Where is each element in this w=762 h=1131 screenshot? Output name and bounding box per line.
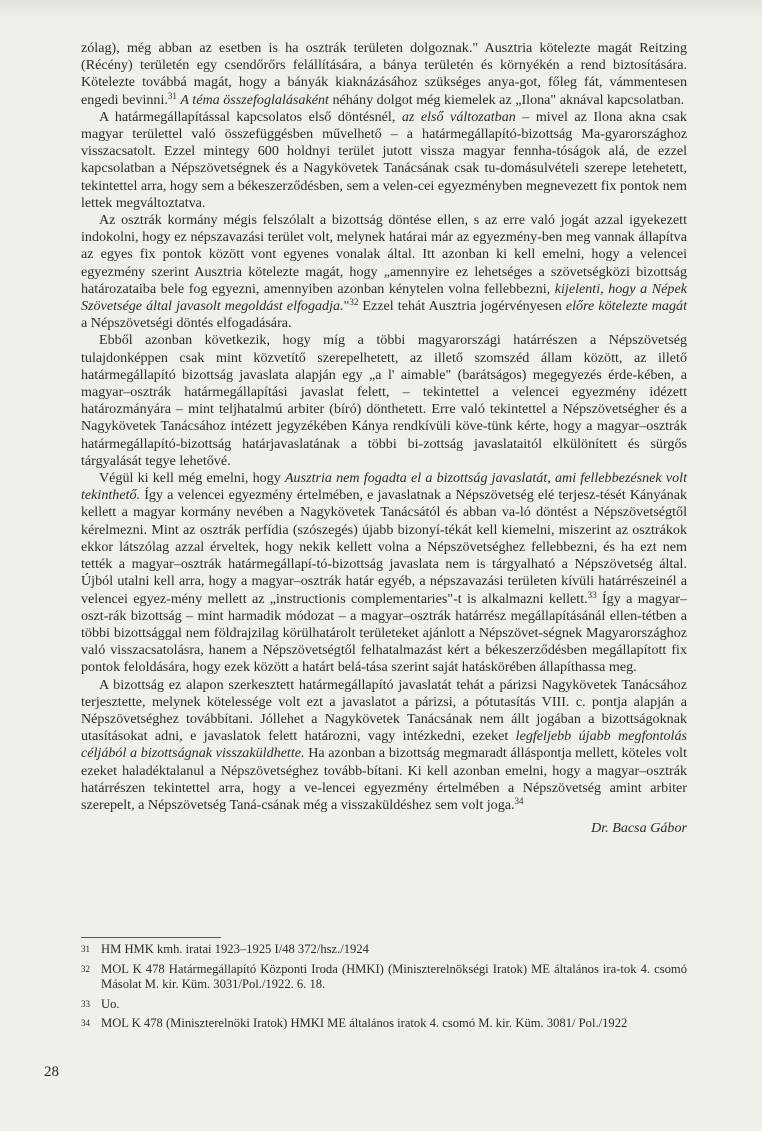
text-run: Így a magyar–oszt-rák bizottság – mint harmadik módozat – a magyar–osztrák határrész megállapításánál ellen-tétben a többi bizottsággal nem földrajzilag körülhatárolt területeket ajánlott a Népszövet-ségnek Magyarországhoz való visszacsatolásra, hanem a Népszövetségtől felhatalmazást kért a békeszerződésben megállapított fix pontok feloldására, hogy ezek között a határt belá-tása szerint saját hatáskörében állapíthassa meg.: [81, 590, 688, 676]
text-run: néhány dolgot még kiemelek az „Ilona" aknával kapcsolatban.: [328, 91, 685, 108]
footnote-marker: 31: [167, 90, 177, 101]
page-number: 28: [44, 1064, 59, 1080]
footnote-marker: 34: [514, 795, 524, 806]
footnote: [81, 997, 687, 1013]
text-run: Ebből azonban következik, hogy míg a többi magyarországi határrészen a Népszövetség tulajdonképpen csak mint közvetítő szerepelhetett, az illető szomszéd állam között, az illető határmegállapító bizottság javaslata alapján egy „a l' aimable" (barátságos) megegyezés érde-kében, a magyar–osztrák határmegállapítási javaslat felett, – tekintettel a velencei egyezmény idézett határozmányára – mint teljhatalmú arbiter (bíró) dönthetett. Erre való tekintettel a Népszövetségher és a Nagykövetek Tanácsához intézett jegyzékében Kánya rendkívüli köve-tünk kérte, hogy a magyar–osztrák határmegállapító-bizottság határjavaslatának a többi bi-zottság javaslataitól elkülönített és sürgős tárgyalását tegye lehetővé.: [81, 332, 687, 469]
footnote-marker: 32: [349, 297, 359, 308]
text-run: a Népszövetségi döntés elfogadására.: [81, 315, 292, 332]
scan-top-edge: [0, 0, 762, 18]
footnote-number: 33: [81, 998, 90, 1009]
paragraph: [81, 40, 687, 109]
footnote-text: MOL K 478 (Miniszterelnöki Iratok) HMKI ME általános iratok 4. csomó M. kir. Küm. 3081/ Pol./1922: [101, 1016, 628, 1031]
footnote-number: 32: [81, 963, 90, 974]
text-run: zólag), még abban az esetben is ha osztrák területen dolgoznak." Ausztria kötelezte magát Reitzing (Récény) területén egy csendőrőrs felállítására, a bánya területén és környékén a rend biztosítására. Kötelezte továbbá magát, hogy a bányák kiaknázásához szükséges anya-got, főleg fát, vámmentesen engedi bevinni.: [81, 40, 687, 108]
emphasis-text: kijelenti, hogy a Népek Szövetsége által javasolt megoldást elfogadja.: [81, 280, 687, 315]
emphasis-text: Ausztria nem fogadta el a bizottság javaslatát, ami fellebbezésnek volt tekinthető.: [81, 470, 687, 504]
paragraph: [81, 109, 687, 212]
text-run: Az osztrák kormány mégis felszólalt a bizottság döntése ellen, s az erre való jogát azzal igyekezett indokolni, hogy ez népszavazási terület volt, melynek határai már az egyezmény-ben meg vannak állapítva az egyes fix pontok között vont egyenes vonalak által. Itt azonban ki kell emelni, hogy a velencei egyezmény szerint Ausztria kötelezte magát, hogy „amennyire ez lehetséges a szövetségközi bizottság határozataiba bele fog egyezni, amennyiben azonban kénytelen volna fellebbezni,: [81, 212, 687, 297]
footnote-number: 31: [81, 944, 90, 954]
footnote: [81, 942, 687, 958]
text-run: Ha azonban a bizottság megmaradt álláspontja mellett, köteles volt ezeket haladéktalanul a Népszövetséghez tovább-bítani. Ki kell azonban emelni, hogy a magyar–osztrák határrészen tekintettel arra, hogy a ve-lencei egyezmény értelmében a Népszövetség amint arbiter szerepelt, a Népszövetség Taná-csának még a visszaküldéshez sem volt joga.: [81, 745, 687, 813]
text-run: Ezzel tehát Ausztria jogérvényesen: [358, 298, 566, 315]
footnote-marker: 33: [587, 589, 597, 600]
footnote-list: [81, 942, 687, 1036]
body-text: [81, 40, 687, 837]
emphasis-text: legfeljebb újabb megfontolás céljából a bizottságnak visszaküldhette.: [81, 728, 687, 762]
footnote: [81, 1016, 687, 1032]
author-signature: Dr. Bacsa Gábor: [591, 820, 687, 837]
footnote: [81, 962, 687, 993]
text-run: Így a velencei egyezmény értelmében, e javaslatnak a Népszövetség elé terjesz-tését Kányának kellett a magyar kormány nevében a Nagykövetek Tanácsától és abban va-ló döntést a Népszövetségtől kérelmezni. Mint az osztrák perfídia (szószegés) újabb bizonyí-tékát kell kiemelni, miszerint az osztrákok ekkor látszólag azzal érveltek, hogy nekik kellett volna a Népszövetséghez fellebbezni, és ha ezt nem tették a magyar–osztrák határmegállapí-tó-bizottság javaslata nem is tárgyalható a Népszövetség által. Újból utalni kell arra, hogy a magyar–osztrák határ egyéb, a népszavazási területen kívüli határrészeinél a velencei egyez-mény mellett az „instructionis complementaries"-t is alkalmazni kellett.: [81, 487, 687, 607]
paragraph: [81, 332, 687, 470]
footnote-number: 34: [81, 1018, 90, 1029]
paragraph: [81, 677, 687, 815]
footnote-text: MOL K 478 Határmegállapító Központi Iroda (HMKI) (Miniszterelnökségi Iratok) ME általános ira-tok 4. csomó Másolat M. kir. Küm. 3031/Pol./1922. 6. 18.: [101, 961, 687, 992]
text-run: A határmegállapítással kapcsolatos első döntésnél,: [99, 108, 402, 125]
paragraph: [81, 212, 687, 332]
paragraph-list: [81, 40, 687, 814]
emphasis-text: A téma összefoglalásaként: [180, 91, 329, 108]
emphasis-text: az első változatban: [401, 108, 516, 125]
paragraph: [81, 470, 687, 676]
text-run: A bizottság ez alapon szerkesztett határmegállapító javaslatát tehát a párizsi Nagykövetek Tanácsához terjesztette, melynek kötelessége volt ezt a javaslatot a párizsi, a pótutasítás VIII. c. pontja alapján a Népszövetséghez továbbítani. Jóllehet a Nagykövetek Tanácsának nem állt jogában a bizottságoknak utasításokat adni, e javaslatok felett határozni, vagy intézkedni, ezeket: [81, 676, 687, 745]
footnote-text: HM HMK kmh. iratai 1923–1925 I/48 372/hsz./1924: [101, 942, 369, 956]
footnote-divider: [81, 937, 221, 938]
footnote-text: Uo.: [101, 996, 120, 1011]
text-run: ": [343, 298, 350, 315]
emphasis-text: előre kötelezte magát: [565, 298, 687, 315]
text-run: – mivel az Ilona akna csak magyar területtel való összefüggésben művelhető – a határmegállapító-bizottság Ma-gyarországhoz visszacsatolt. Ezzel mintegy 600 holdnyi terület jutott vissza magyar fennha-tóságok alá, de ezzel kapcsolatban a Népszövetségnek és a Nagykövetek Tanácsának csak tu-domásulvételi szerepe letehetett, tekintettel arra, hogy sem a békeszerződésben, sem a velen-cei egyezményben megnevezett fix pontok nem lettek megváltoztatva.: [81, 108, 687, 211]
text-run: Végül ki kell még emelni, hogy: [99, 470, 285, 487]
